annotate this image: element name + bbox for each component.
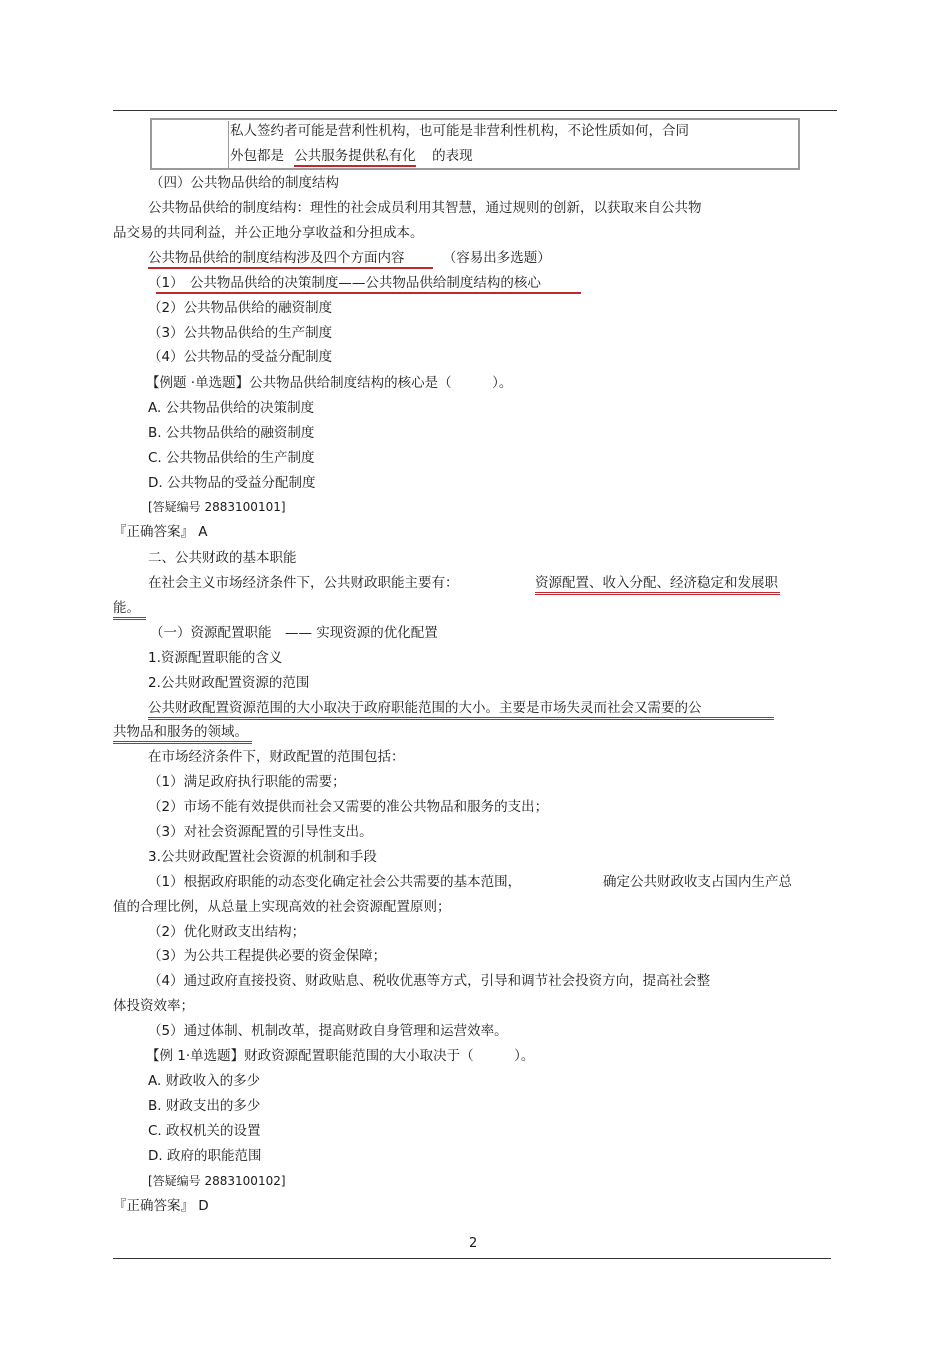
- example-1-ref: [答疑编号 2883100101]: [148, 500, 286, 514]
- definition-line-2: 品交易的共同利益，并公正地分享收益和分担成本。: [113, 225, 424, 241]
- market-scope-2: （2）市场不能有效提供而社会又需要的准公共物品和服务的支出；: [148, 799, 549, 815]
- header-rule: [113, 110, 837, 111]
- mechanism-4a: （4）通过政府直接投资、财政贴息、税收优惠等方式，引导和调节社会投资方向，提高社会整: [148, 973, 711, 989]
- box-line-2: 外包都是 公共服务提供私有化 的表现: [230, 146, 473, 166]
- page-number: 2: [469, 1236, 478, 1251]
- highlight-aspects: 公共物品供给的制度结构涉及四个方面内容: [148, 250, 433, 269]
- highlight-decision-core: 公共物品供给的决策制度——公共物品供给制度结构的核心: [156, 275, 581, 294]
- example-2-option-c: C. 政权机关的设置: [148, 1123, 261, 1139]
- highlight-functions: 资源配置、收入分配、经济稳定和发展职: [535, 575, 780, 595]
- example-2-ref: [答疑编号 2883100102]: [148, 1174, 286, 1188]
- definition-line-1: 公共物品供给的制度结构：理性的社会成员利用其智慧，通过规则的创新，以获取来自公共物: [148, 200, 702, 216]
- aspect-item-3: （3）公共物品供给的生产制度: [148, 325, 333, 341]
- market-scope-3: （3）对社会资源配置的引导性支出。: [148, 824, 373, 840]
- market-scope-1: （1）满足政府执行职能的需要；: [148, 774, 346, 790]
- section-heading-4: （四）公共物品供给的制度结构: [150, 175, 339, 191]
- mechanism-1b: 确定公共财政收支占国内生产总: [603, 874, 792, 890]
- highlight-scope-end: 共物品和服务的领域。: [113, 724, 252, 744]
- example-1-option-c: C. 公共物品供给的生产制度: [148, 450, 315, 466]
- scope-line-2: [113, 722, 252, 742]
- footer-rule: [113, 1258, 831, 1259]
- mechanism-2: （2）优化财政支出结构；: [148, 924, 306, 940]
- highlight-scope: 公共财政配置资源范围的大小取决于政府职能范围的大小。主要是市场失灵而社会又需要的公: [148, 700, 774, 720]
- example-1-option-b: B. 公共物品供给的融资制度: [148, 425, 315, 441]
- aspects-line: [148, 248, 551, 268]
- aspect-item-4: （4）公共物品的受益分配制度: [148, 349, 333, 365]
- example-2-question: 【例 1·单选题】财政资源配置职能范围的大小取决于（ ）。: [146, 1048, 535, 1064]
- market-scope-intro: 在市场经济条件下，财政配置的范围包括：: [148, 749, 405, 765]
- highlight-functions-end: 能。: [113, 600, 146, 620]
- box-line-1: 私人签约者可能是营利性机构，也可能是非营利性机构，不论性质如何，合同: [230, 123, 689, 139]
- example-2-option-b: B. 财政支出的多少: [148, 1098, 261, 1114]
- aspect-item-1: （1） 公共物品供给的决策制度——公共物品供给制度结构的核心: [148, 273, 581, 293]
- mechanism-5: （5）通过体制、机制改革，提高财政自身管理和运营效率。: [148, 1023, 508, 1039]
- example-1-answer: 『正确答案』 A: [113, 524, 208, 540]
- example-1-option-d: D. 公共物品的受益分配制度: [148, 475, 316, 491]
- example-2-answer: 『正确答案』 D: [113, 1198, 209, 1214]
- scope-line-1: [148, 698, 774, 718]
- mechanism-3: （3）为公共工程提供必要的资金保障；: [148, 948, 387, 964]
- functions-line-2: [113, 598, 146, 618]
- aspect-item-2: （2）公共物品供给的融资制度: [148, 300, 333, 316]
- example-2-option-a: A. 财政收入的多少: [148, 1073, 261, 1089]
- multi-choice-note: （容易出多选题）: [442, 250, 551, 266]
- box-divider: [228, 121, 229, 168]
- subsection-resource-allocation: （一）资源配置职能 —— 实现资源的优化配置: [150, 625, 438, 641]
- highlight-privatization: 公共服务提供私有化: [294, 148, 416, 167]
- point-1: 1.资源配置职能的含义: [148, 650, 283, 666]
- example-1-question: 【例题 ·单选题】公共物品供给制度结构的核心是（ ）。: [146, 375, 513, 391]
- example-2-option-d: D. 政府的职能范围: [148, 1148, 262, 1164]
- mechanism-1a: （1）根据政府职能的动态变化确定社会公共需要的基本范围，: [148, 874, 522, 890]
- mechanism-1c: 值的合理比例，从总量上实现高效的社会资源配置原则；: [113, 899, 451, 915]
- functions-line: 在社会主义市场经济条件下，公共财政职能主要有：: [148, 575, 459, 591]
- point-3: 3.公共财政配置社会资源的机制和手段: [148, 849, 377, 865]
- functions-highlight: [535, 573, 780, 593]
- point-2: 2.公共财政配置资源的范围: [148, 675, 310, 691]
- example-1-option-a: A. 公共物品供给的决策制度: [148, 400, 315, 416]
- mechanism-4b: 体投资效率；: [113, 998, 194, 1014]
- section-heading-2: 二、公共财政的基本职能: [148, 550, 297, 566]
